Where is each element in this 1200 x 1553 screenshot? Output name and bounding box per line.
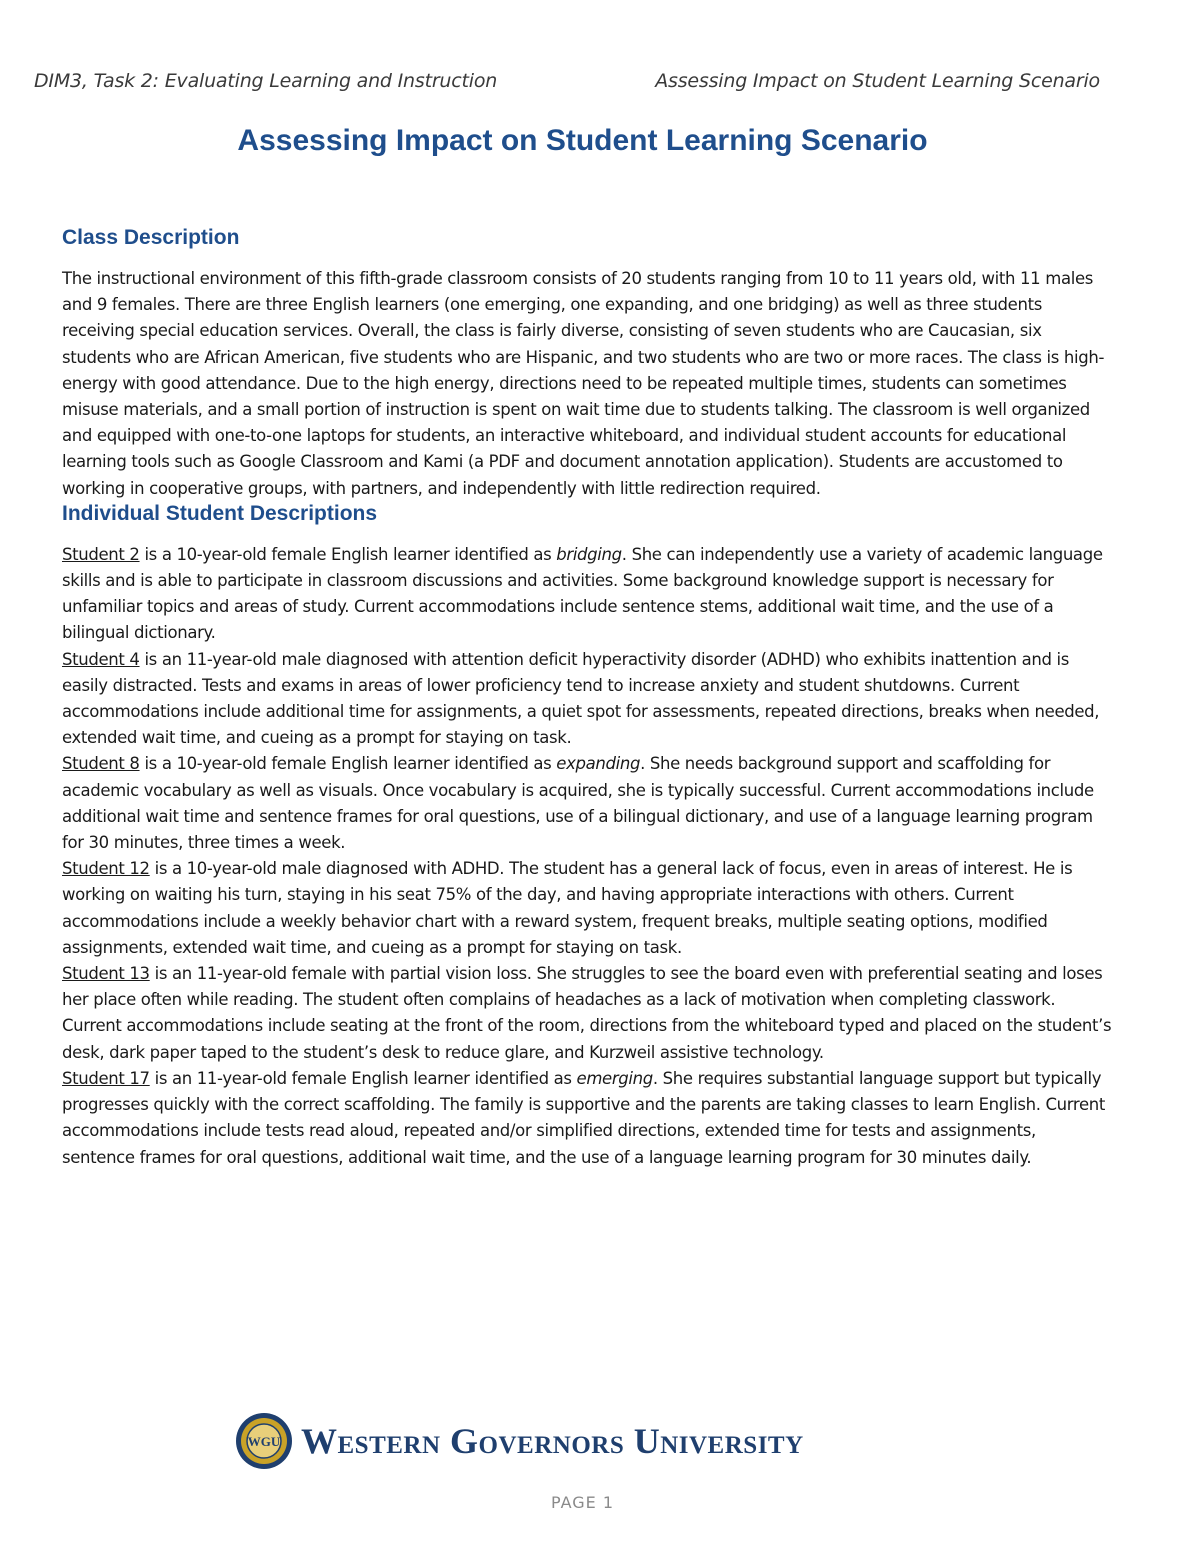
header-right: Assessing Impact on Student Learning Scenario (655, 70, 1100, 92)
student-name: Student 8 (62, 754, 140, 774)
student-name: Student 4 (62, 649, 140, 669)
page-title: Assessing Impact on Student Learning Scenario (237, 124, 928, 157)
university-seal-icon (235, 1412, 293, 1470)
page-number: PAGE 1 (550, 1493, 615, 1512)
university-wordmark: Western Governors University (301, 1421, 804, 1461)
student-12-description: Student 12 is a 10-year-old male diagnosed with ADHD. The student has a general lack of focus, even in areas of interest. He is working on waiting his turn, staying in his seat 75% of the day, and having appropriate interactions with others. Current accommodations include a weekly behavior chart with a reward system, frequent breaks, multiple seating options, modified assignments, extended wait time, and cueing as a prompt for staying on task. (62, 859, 1073, 957)
class-description-text: The instructional environment of this fifth-grade classroom consists of 20 students ranging from 10 to 11 years old, with 11 males and 9 females. There are three English learners (one emerging, one expanding, and one bridging) as well as three students receiving special education services. Overall, the class is fairly diverse, consisting of seven students who are Caucasian, six students who are African American, five students who are Hispanic, and two students who are two or more races. The class is high-energy with good attendance. Due to the high energy, directions need to be repeated multiple times, students can sometimes misuse materials, and a small portion of instruction is spent on wait time due to students talking. The classroom is well organized and equipped with one-to-one laptops for students, an interactive whiteboard, and individual student accounts for educational learning tools such as Google Classroom and Kami (a PDF and document annotation application). Students are accustomed to working in cooperative groups, with partners, and independently with little redirection required. (62, 269, 1105, 498)
student-name: Student 2 (62, 544, 140, 564)
wgu-logo (235, 1412, 804, 1470)
student-4-description: Student 4 is an 11-year-old male diagnosed with attention deficit hyperactivity disorder (ADHD) who exhibits inattention and is easily distracted. Tests and exams in areas of lower proficiency tend to increase anxiety and student shutdowns. Current accommodations include additional time for assignments, a quiet spot for assessments, repeated directions, breaks when needed, extended wait time, and cueing as a prompt for staying on task. (62, 649, 1100, 748)
seal-text: WGU (247, 1434, 281, 1449)
running-header (34, 70, 1100, 92)
student-8-description: Student 8 is a 10-year-old female English learner identified as expanding. She needs background support and scaffolding for academic vocabulary as well as visuals. Once vocabulary is acquired, she is typically successful. Current accommodations include additional wait time and sentence frames for oral questions, use of a bilingual dictionary, and use of a language learning program for 30 minutes, three times a week. (62, 754, 1094, 853)
student-2-description: Student 2 is a 10-year-old female English learner identified as bridging. She can independently use a variety of academic language skills and is able to participate in classroom discussions and activities. Some background knowledge support is necessary for unfamiliar topics and areas of study. Current accommodations include sentence stems, additional wait time, and the use of a bilingual dictionary. (62, 544, 1103, 643)
class-description-heading: Class Description (62, 226, 240, 249)
student-13-description: Student 13 is an 11-year-old female with partial vision loss. She struggles to see the board even with preferential seating and loses her place often while reading. The student often complains of headaches as a lack of motivation when completing classwork. Current accommodations include seating at the front of the room, directions from the whiteboard typed and placed on the student’s desk, dark paper taped to the student’s desk to reduce glare, and Kurzweil assistive technology. (62, 964, 1112, 1062)
student-name: Student 13 (62, 964, 150, 984)
student-name: Student 17 (62, 1068, 150, 1088)
header-left: DIM3, Task 2: Evaluating Learning and Instruction (34, 70, 498, 92)
document-body (62, 226, 1112, 1171)
student-17-description: Student 17 is an 11-year-old female English learner identified as emerging. She requires substantial language support but typically progresses quickly with the correct scaffolding. The family is supportive and the parents are taking classes to learn English. Current accommodations include tests read aloud, repeated and/or simplified directions, extended time for tests and assignments, sentence frames for oral questions, additional wait time, and the use of a language learning program for 30 minutes daily. (62, 1068, 1106, 1167)
student-descriptions-heading: Individual Student Descriptions (62, 501, 378, 525)
student-name: Student 12 (62, 859, 150, 879)
